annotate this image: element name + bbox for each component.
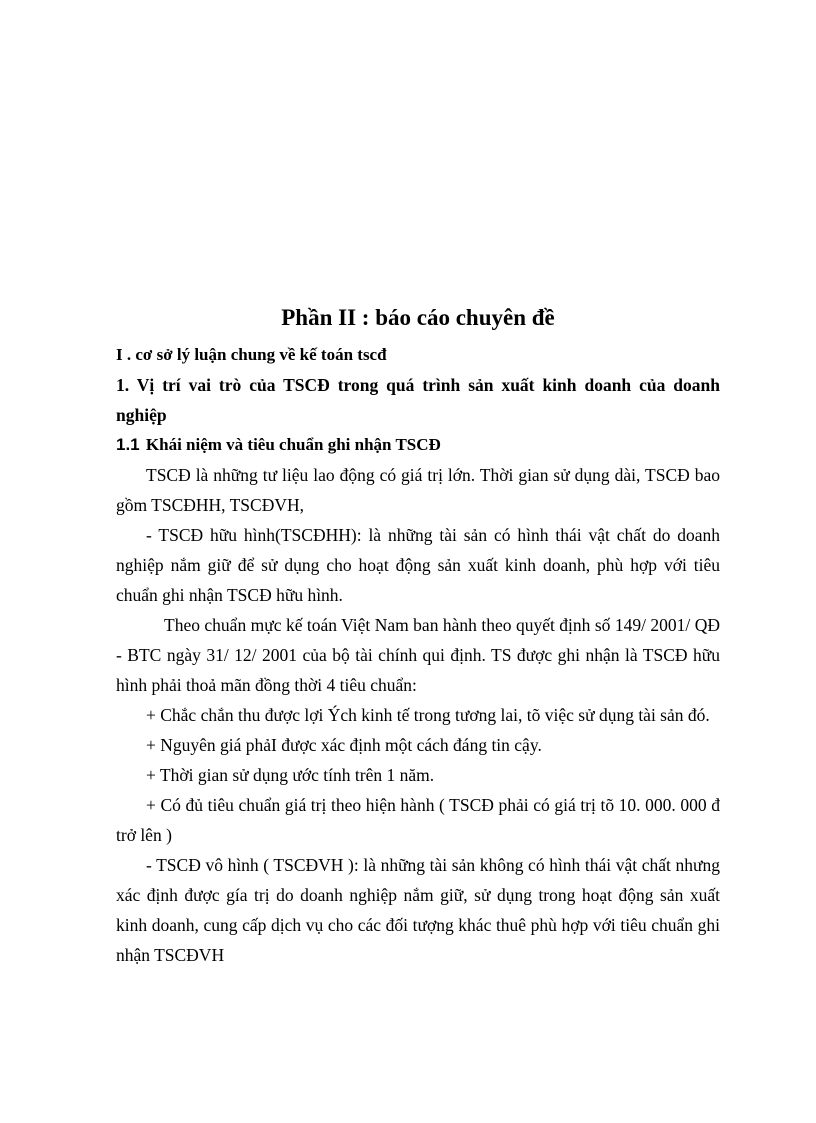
criterion-4: + Có đủ tiêu chuẩn giá trị theo hiện hành ( TSCĐ phải có giá trị tõ 10. 000. 000 đ trở lên ) bbox=[116, 795, 720, 845]
criterion-2: + Nguyên giá phảI được xác định một cách đáng tin cậy. bbox=[146, 735, 542, 755]
criterion-1: + Chắc chắn thu được lợi Ých kinh tế trong tương lai, tõ việc sử dụng tài sản đó. bbox=[146, 705, 710, 725]
sub-subsection-text: Khái niệm và tiêu chuẩn ghi nhận TSCĐ bbox=[145, 435, 441, 454]
sub-subsection-heading bbox=[116, 430, 720, 460]
page-title: Phần II : báo cáo chuyên đề bbox=[281, 305, 555, 330]
paragraph-standard: Theo chuẩn mực kế toán Việt Nam ban hành theo quyết định số 149/ 2001/ QĐ - BTC ngày 31/ 12/ 2001 của bộ tài chính qui định. TS được ghi nhận là TSCĐ hữu hình phải thoả mãn đồng thời 4 tiêu chuẩn: bbox=[116, 615, 720, 695]
subsection-heading: 1. Vị trí vai trò của TSCĐ trong quá trình sản xuất kinh doanh của doanh nghiệp bbox=[116, 375, 720, 425]
paragraph-intangible-assets: - TSCĐ vô hình ( TSCĐVH ): là những tài sản không có hình thái vật chất nhưng xác định được gía trị do doanh nghiệp nắm giữ, sử dụng trong hoạt động sản xuất kinh doanh, cung cấp dịch vụ cho các đối tượng khác thuê phù hợp với tiêu chuẩn ghi nhận TSCĐVH bbox=[116, 855, 720, 965]
criterion-3: + Thời gian sử dụng ước tính trên 1 năm. bbox=[146, 765, 435, 785]
document-body bbox=[116, 300, 720, 970]
sub-subsection-number: 1.1 bbox=[116, 435, 140, 454]
paragraph-tangible-assets: - TSCĐ hữu hình(TSCĐHH): là những tài sản có hình thái vật chất do doanh nghiệp nắm giữ để sử dụng cho hoạt động sản xuất kinh doanh, phù hợp với tiêu chuẩn ghi nhận TSCĐ hữu hình. bbox=[116, 525, 720, 605]
section-heading: I . cơ sở lý luận chung về kế toán tscđ bbox=[116, 345, 387, 364]
paragraph-definition: TSCĐ là những tư liệu lao động có giá trị lớn. Thời gian sử dụng dài, TSCĐ bao gồm TSCĐHH, TSCĐVH, bbox=[116, 465, 720, 515]
